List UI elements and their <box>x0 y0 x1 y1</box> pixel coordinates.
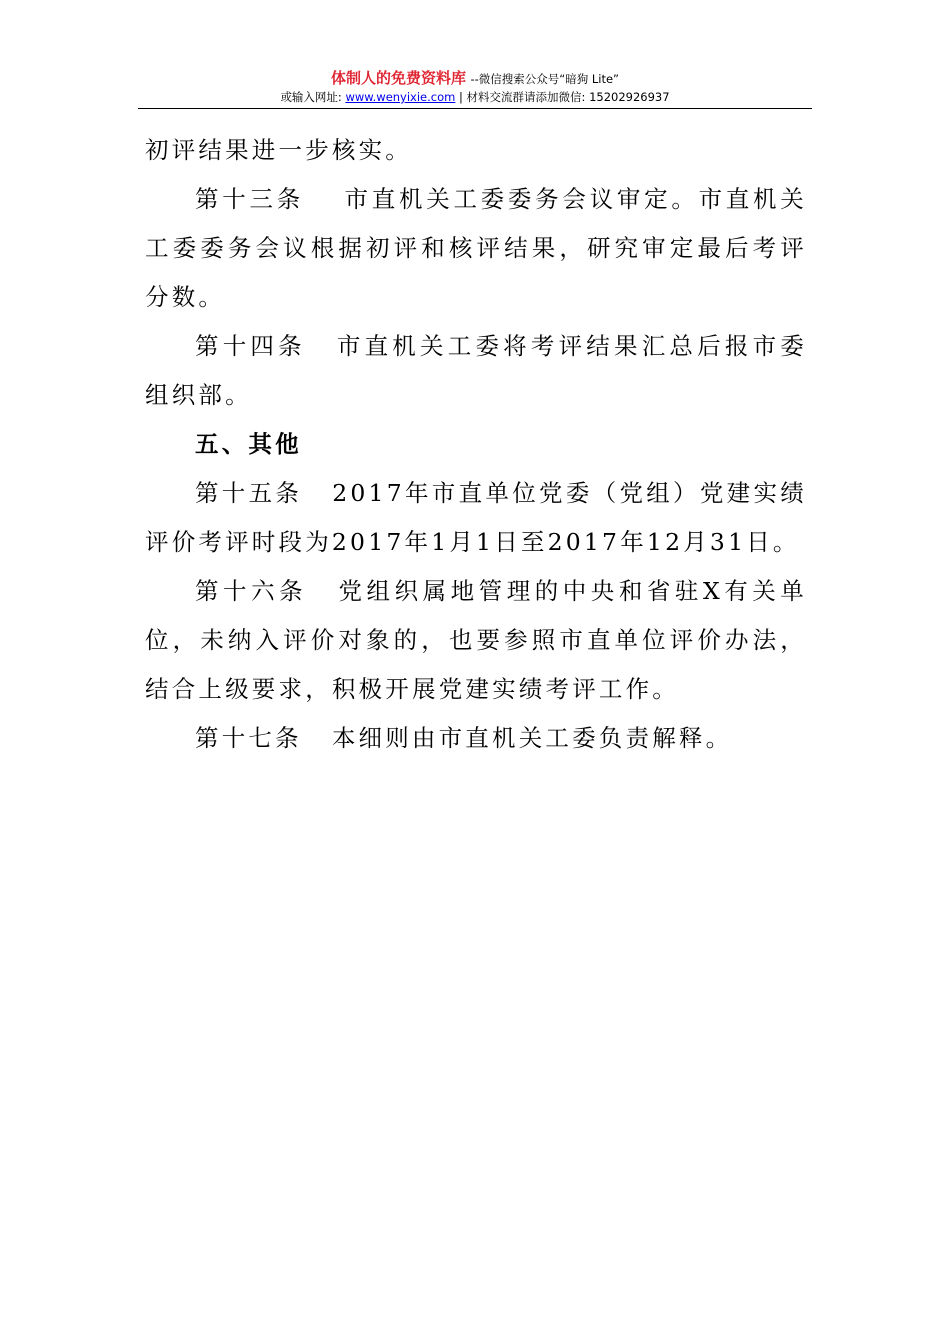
header-divider <box>138 108 812 109</box>
header-website-link[interactable]: www.wenyixie.com <box>345 90 456 104</box>
document-body <box>145 126 807 763</box>
header-line-1 <box>138 68 812 89</box>
header-contact: | 材料交流群请添加微信: 15202926937 <box>459 90 670 104</box>
article-17 <box>145 714 807 763</box>
article-16 <box>145 567 807 714</box>
article-label: 第十六条 <box>195 577 308 605</box>
paragraph-continuation <box>145 126 807 175</box>
article-text: 市直机关工委将考评结果汇总后报市委组织部。 <box>145 332 807 409</box>
article-label: 第十七条 <box>195 724 302 752</box>
header-url-prefix: 或输入网址: <box>280 90 342 104</box>
article-label: 第十四条 <box>195 332 306 360</box>
header-line-2 <box>138 89 812 105</box>
article-15 <box>145 469 807 567</box>
article-label: 第十三条 <box>195 185 304 213</box>
header-title: 体制人的免费资料库 <box>330 69 466 87</box>
paragraph-text: 初评结果进一步核实。 <box>145 136 412 164</box>
article-text: 党组织属地管理的中央和省驻X有关单位，未纳入评价对象的，也要参照市直单位评价办法，结合上级要求，积极开展党建实绩考评工作。 <box>145 577 807 703</box>
article-label: 第十五条 <box>195 479 303 507</box>
article-text: 2017年市直单位党委（党组）党建实绩评价考评时段为2017年1月1日至2017年12月31日。 <box>145 479 807 556</box>
article-13 <box>145 175 807 322</box>
page-header <box>138 68 812 105</box>
article-text: 市直机关工委委务会议审定。市直机关工委委务会议根据初评和核评结果，研究审定最后考评分数。 <box>145 185 807 311</box>
article-text: 本细则由市直机关工委负责解释。 <box>331 724 733 752</box>
header-subtitle: --微信搜索公众号“暗狗 Lite” <box>470 72 620 86</box>
article-14 <box>145 322 807 420</box>
section-heading: 五、其他 <box>195 430 302 458</box>
